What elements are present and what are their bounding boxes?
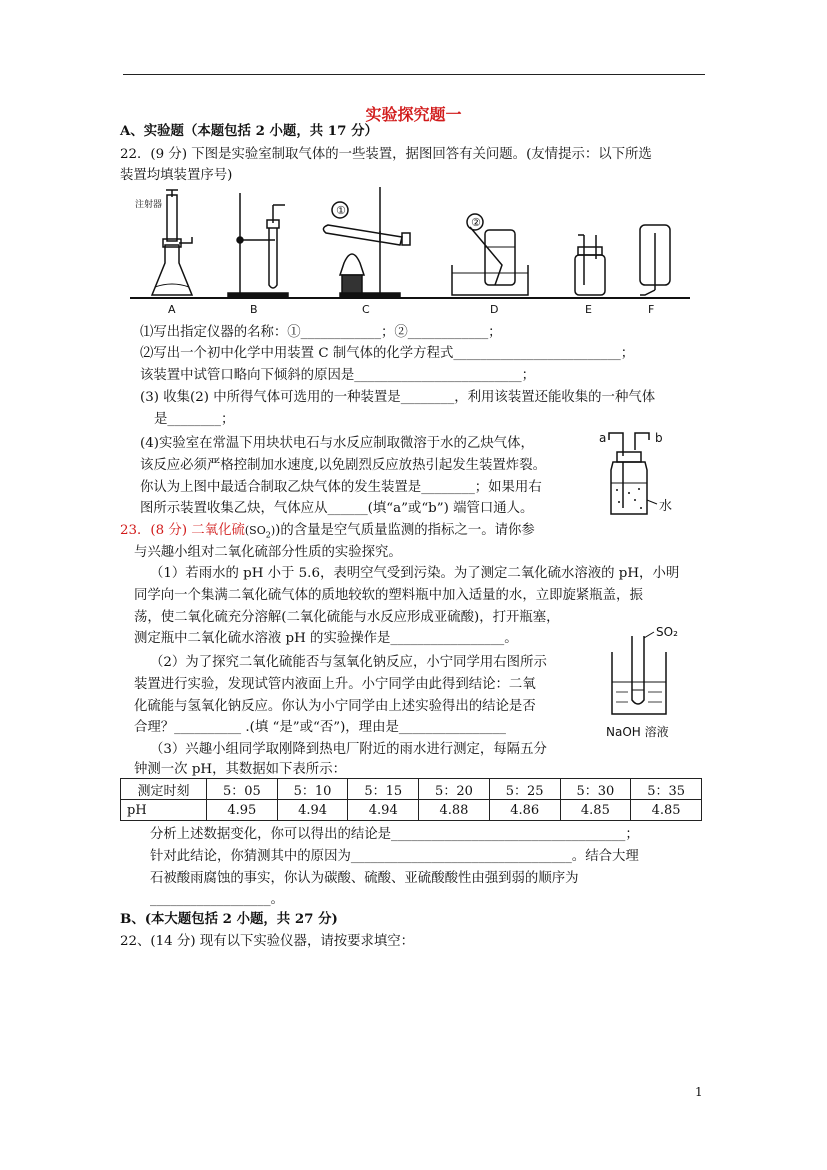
q22-s4b: 该反应必须严格控制加水速度,以免剧烈反应放热引起发生装置炸裂。 xyxy=(140,458,546,473)
page-number: 1 xyxy=(695,1085,703,1099)
table-row xyxy=(121,779,702,800)
q23-p2d: 合理？__________ .(填 “是”或“否”)，理由是________________ xyxy=(134,720,506,735)
table-cell: 5：15 xyxy=(348,779,419,800)
q23-p2a: （2）为了探究二氧化硫能否与氢氧化钠反应，小宁同学用右图所示 xyxy=(150,655,547,670)
q23-heading: 23．(8 分) 二氧化硫$(SO_2)$)的含量是空气质量监测的指标之一。请你参 xyxy=(120,523,535,540)
header-rule xyxy=(123,74,705,75)
bottle-label-water: 水 xyxy=(659,499,673,514)
collecting-bottle-figure xyxy=(595,428,695,520)
section-b-heading: B、(本大题包括 2 小题，共 27 分) xyxy=(120,911,338,927)
svg-text:①: ① xyxy=(336,204,346,217)
q22-s2b: 该装置中试管口略向下倾斜的原因是_________________________； xyxy=(140,368,536,383)
fig-letter-a: A xyxy=(168,303,176,316)
table-cell: 4.86 xyxy=(489,800,560,821)
table-cell: 5：25 xyxy=(489,779,560,800)
table-cell: 5：30 xyxy=(560,779,631,800)
q22-line1: 22．(9 分) 下图是实验室制取气体的一些装置，据图回答有关问题。(友情提示：以下所选 xyxy=(120,147,652,162)
q22-s4d: 图所示装置收集乙炔，气体应从______(填“a”或“b”) 端管口通人。 xyxy=(140,501,534,516)
naoh-label: NaOH 溶液 xyxy=(606,725,669,739)
q23-p3b: 钟测一次 pH，其数据如下表所示： xyxy=(134,762,346,777)
so2-naoh-figure xyxy=(604,622,696,740)
q23-p1c: 荡，使二氧化硫充分溶解(二氧化硫能与水反应形成亚硫酸)，打开瓶塞， xyxy=(134,610,560,625)
q22-s4a: (4)实验室在常温下用块状电石与水反应制取微溶于水的乙炔气体， xyxy=(140,436,534,451)
section-a-heading: A、实验题（本题包括 2 小题，共 17 分） xyxy=(120,123,378,139)
q23-p2c: 化硫能与氢氧化钠反应。你认为小宁同学由上述实验得出的结论是否 xyxy=(134,699,536,714)
q23-p1b: 同学向一个集满二氧化硫气体的质地较软的塑料瓶中加入适量的水，立即旋紧瓶盖，振 xyxy=(134,588,643,603)
table-header-ph: pH xyxy=(121,800,207,821)
q23-p4d: __________________。 xyxy=(150,892,284,907)
table-cell: 4.94 xyxy=(277,800,348,821)
table-cell: 4.85 xyxy=(560,800,631,821)
bottle-label-b: b xyxy=(655,431,663,445)
q22-s1: ⑴写出指定仪器的名称：①____________；②____________； xyxy=(140,325,502,340)
fig-letter-d: D xyxy=(490,303,499,316)
table-header-time: 测定时刻 xyxy=(121,779,207,800)
table-cell: 5：35 xyxy=(631,779,702,800)
table-cell: 4.88 xyxy=(419,800,490,821)
q23-p1d: 测定瓶中二氧化硫水溶液 pH 的实验操作是_________________。 xyxy=(134,631,518,646)
table-cell: 4.85 xyxy=(631,800,702,821)
q22-s3b: 是________； xyxy=(154,412,235,427)
table-cell: 5：05 xyxy=(207,779,278,800)
table-cell: 5：10 xyxy=(277,779,348,800)
q23-p4a: 分析上述数据变化，你可以得出的结论是___________________________________； xyxy=(150,827,639,842)
q22-s2: ⑵写出一个初中化学中用装置 C 制气体的化学方程式_________________________； xyxy=(140,346,635,361)
q22-s3: (3) 收集(2) 中所得气体可选用的一种装置是________，利用该装置还能收集的一种气体 xyxy=(140,390,656,405)
table-row xyxy=(121,800,702,821)
q23-p1a: （1）若雨水的 pH 小于 5.6，表明空气受到污染。为了测定二氧化硫水溶液的 pH，小明 xyxy=(150,566,680,581)
table-cell: 4.94 xyxy=(348,800,419,821)
q22-s4c: 你认为上图中最适合制取乙炔气体的发生装置是________；如果用右 xyxy=(140,480,542,495)
q23-p4c: 石被酸雨腐蚀的事实，你认为碳酸、硫酸、亚硫酸酸性由强到弱的顺序为 xyxy=(150,871,579,886)
table-cell: 5：20 xyxy=(419,779,490,800)
q23-p3a: （3）兴趣小组同学取刚降到热电厂附近的雨水进行测定，每隔五分 xyxy=(150,742,547,757)
syringe-label: 注射器 xyxy=(135,200,163,210)
q23-p4b: 针对此结论，你猜测其中的原因为_________________________________。结合大理 xyxy=(150,849,639,864)
q23-p2b: 装置进行实验，发现试管内液面上升。小宁同学由此得到结论：二氧 xyxy=(134,677,536,692)
q22-line2: 装置均填装置序号) xyxy=(120,168,233,183)
so2-label: SO₂ xyxy=(656,625,678,639)
page-title: 实验探究题一 xyxy=(365,105,462,124)
fig-letter-e: E xyxy=(585,303,592,316)
fig-letter-b: B xyxy=(250,303,258,316)
table-cell: 4.95 xyxy=(207,800,278,821)
svg-text:②: ② xyxy=(471,216,481,229)
fig-letter-f: F xyxy=(648,303,655,316)
q23-line2: 与兴趣小组对二氧化硫部分性质的实验探究。 xyxy=(134,545,402,560)
ph-data-table xyxy=(120,778,702,821)
fig-letter-c: C xyxy=(362,303,370,316)
bottle-label-a: a xyxy=(599,431,607,445)
apparatus-figure xyxy=(130,185,690,317)
qb22-line: 22、(14 分) 现有以下实验仪器，请按要求填空： xyxy=(120,934,415,949)
